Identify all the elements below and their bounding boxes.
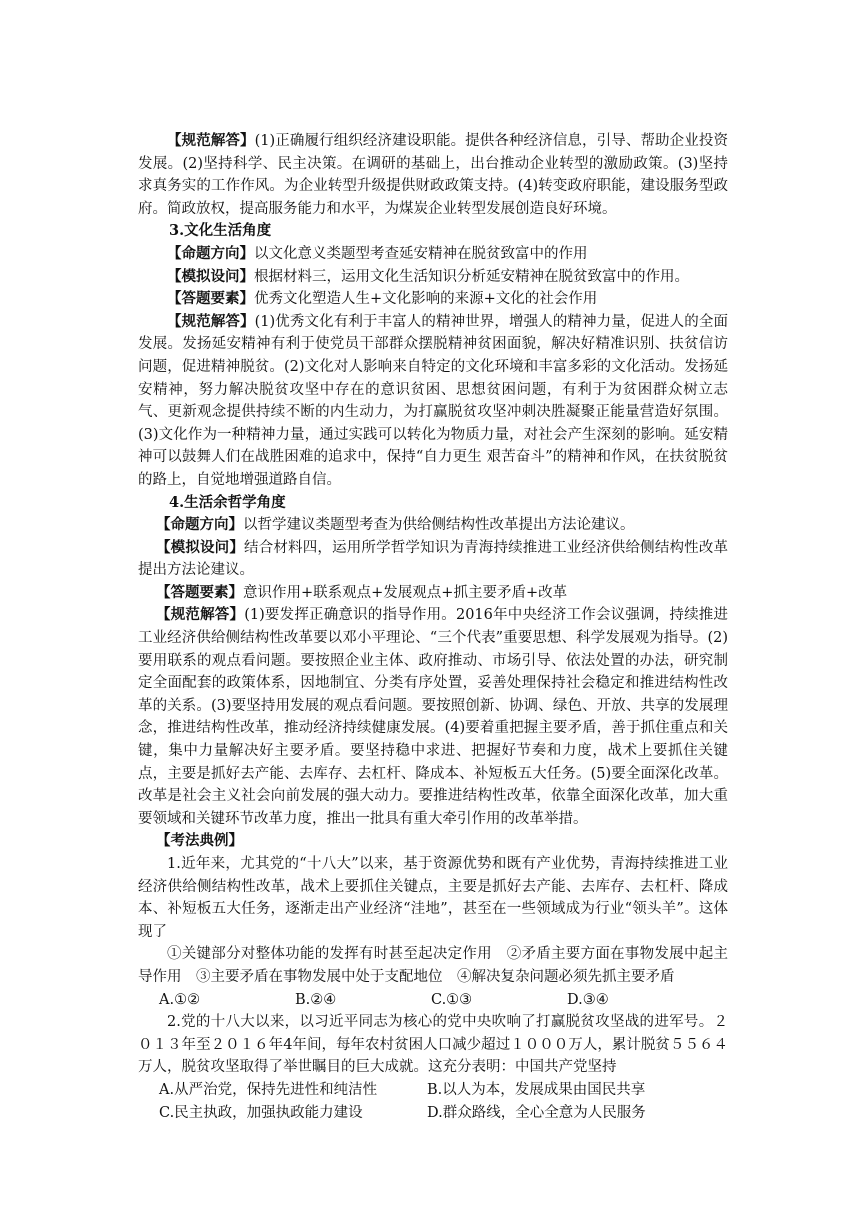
section4-heading: 4.生活余哲学角度 — [169, 493, 286, 511]
option-c: C.民主执政，加强执政能力建设 — [159, 1104, 363, 1121]
direction-label: 【命题方向】 — [156, 516, 243, 534]
section4-direction — [138, 514, 728, 537]
answer-label: 【规范解答】 — [156, 606, 245, 624]
section3-direction — [138, 243, 728, 266]
question-2-options-row-2 — [138, 1102, 728, 1125]
direction-label: 【命题方向】 — [167, 244, 254, 262]
question-label: 【模拟设问】 — [167, 267, 254, 285]
answer-text: (1)优秀文化有利于丰富人的精神世界，增强人的精神力量，促进人的全面发展。发扬延安精神有利于使党员干部群众摆脱精神贫困面貌，解决好精准识别、扶贫信访问题，促进精神脱贫。(2)文化对人影响来自特定的文化环境和丰富多彩的文化活动。发扬延安精神，努力解决脱贫攻坚中存在的意识贫困、思想贫困问题，有利于为贫困群众树立志气、更新观念提供持续不断的内生动力，为打赢脱贫攻坚冲刺决胜凝聚正能量营造好氛围。(3)文化作为一种精神力量，通过实践可以转化为物质力量，对社会产生深刻的影响。延安精神可以鼓舞人们在战胜困难的追求中，保持“自力更生 艰苦奋斗”的精神和作风，在扶贫脱贫的路上，自觉地增强道路自信。 — [138, 313, 728, 488]
option-b: B.以人为本，发展成果由国民共享 — [427, 1081, 646, 1098]
elements-text: 优秀文化塑造人生+文化影响的来源+文化的社会作用 — [254, 291, 598, 308]
section2-answer-paragraph — [138, 130, 728, 220]
section3-answer — [138, 311, 728, 492]
section4-question — [138, 537, 728, 582]
elements-text: 意识作用+联系观点+发展观点+抓主要矛盾+改革 — [243, 584, 568, 601]
option-c: C.①③ — [431, 991, 473, 1008]
answer-text: (1)正确履行组织经济建设职能。提供各种经济信息，引导、帮助企业投资发展。(2)坚持科学、民主决策。在调研的基础上，出台推动企业转型的激励政策。(3)坚持求真务实的工作作风。为企业转型升级提供财政政策支持。(4)转变政府职能，建设服务型政府。简政放权，提高服务能力和水平，为煤炭企业转型发展创造良好环境。 — [138, 133, 728, 217]
answer-label: 【规范解答】 — [167, 132, 255, 149]
elements-label: 【答题要素】 — [156, 583, 243, 601]
elements-label: 【答题要素】 — [167, 290, 254, 308]
section3-question — [138, 266, 728, 289]
section4-elements — [138, 582, 728, 605]
question-text: 结合材料四，运用所学哲学知识为青海持续推进工业经济供给侧结构性改革提出方法论建议。 — [138, 539, 729, 579]
section4-answer — [138, 604, 728, 830]
document-body — [138, 130, 728, 1124]
answer-label: 【规范解答】 — [167, 312, 255, 330]
direction-text: 以文化意义类题型考查延安精神在脱贫致富中的作用 — [254, 245, 588, 262]
answer-text: (1)要发挥正确意识的指导作用。2016年中央经济工作会议强调，持续推进工业经济供给侧结构性改革要以邓小平理论、“三个代表”重要思想、科学发展观为指导。(2)要用联系的观点看问题。要按照企业主体、政府推动、市场引导、依法处置的办法，研究制定全面配套的政策体系，因地制宜、分类有序处置，妥善处理保持社会稳定和推进结构性改革的关系。(3)要坚持用发展的观点看问题。要按照创新、协调、绿色、开放、共享的发展理念，推进结构性改革，推动经济持续健康发展。(4)要着重把握主要矛盾，善于抓住重点和关键，集中力量解决好主要矛盾。要坚持稳中求进、把握好节奏和力度，战术上要抓住关键点，主要是抓好去产能、去库存、去杠杆、降成本、补短板五大任务。(5)要全面深化改革。改革是社会主义社会向前发展的强大动力。要推进结构性改革，依靠全面深化改革，加大重要领域和关键环节改革力度，推出一批具有重大牵引作用的改革举措。 — [138, 607, 728, 827]
direction-text: 以哲学建议类题型考查为供给侧结构性改革提出方法论建议。 — [243, 517, 635, 534]
question-1-options — [138, 989, 728, 1012]
section3-elements — [138, 288, 728, 311]
option-d: D.③④ — [567, 991, 609, 1008]
question-1-statements: ①关键部分对整体功能的发挥有时甚至起决定作用 ②矛盾主要方面在事物发展中起主导作用 ③主要矛盾在事物发展中处于支配地位 ④解决复杂问题必须先抓主要矛盾 — [138, 946, 728, 985]
question-text: 根据材料三，运用文化生活知识分析延安精神在脱贫致富中的作用。 — [254, 268, 689, 285]
question-1-stem: 1.近年来，尤其党的“十八大”以来，基于资源优势和既有产业优势，青海持续推进工业经济供给侧结构性改革，战术上要抓住关键点，主要是抓好去产能、去库存、去杠杆、降成本、补短板五大任务，逐渐走出产业经济“洼地”，甚至在一些领域成为行业“领头羊”。这体现了 — [138, 856, 728, 940]
examples-heading: 【考法典例】 — [156, 832, 243, 850]
option-d: D.群众路线，全心全意为人民服务 — [427, 1104, 646, 1121]
question-2-stem: 2.党的十八大以来，以习近平同志为核心的党中央吹响了打赢脱贫攻坚战的进军号。２０１３年至２０１６年4年间，每年农村贫困人口减少超过１０００万人，累计脱贫５５６４万人，脱贫攻坚取得了举世瞩目的巨大成就。这充分表明：中国共产党坚持 — [138, 1014, 728, 1076]
option-b: B.②④ — [295, 991, 337, 1008]
question-label: 【模拟设问】 — [156, 538, 245, 556]
option-a: A.①② — [159, 991, 201, 1008]
question-2-options-row-1 — [138, 1079, 728, 1102]
option-a: A.从严治党，保持先进性和纯洁性 — [159, 1081, 378, 1098]
section3-heading: 3.文化生活角度 — [169, 222, 272, 240]
